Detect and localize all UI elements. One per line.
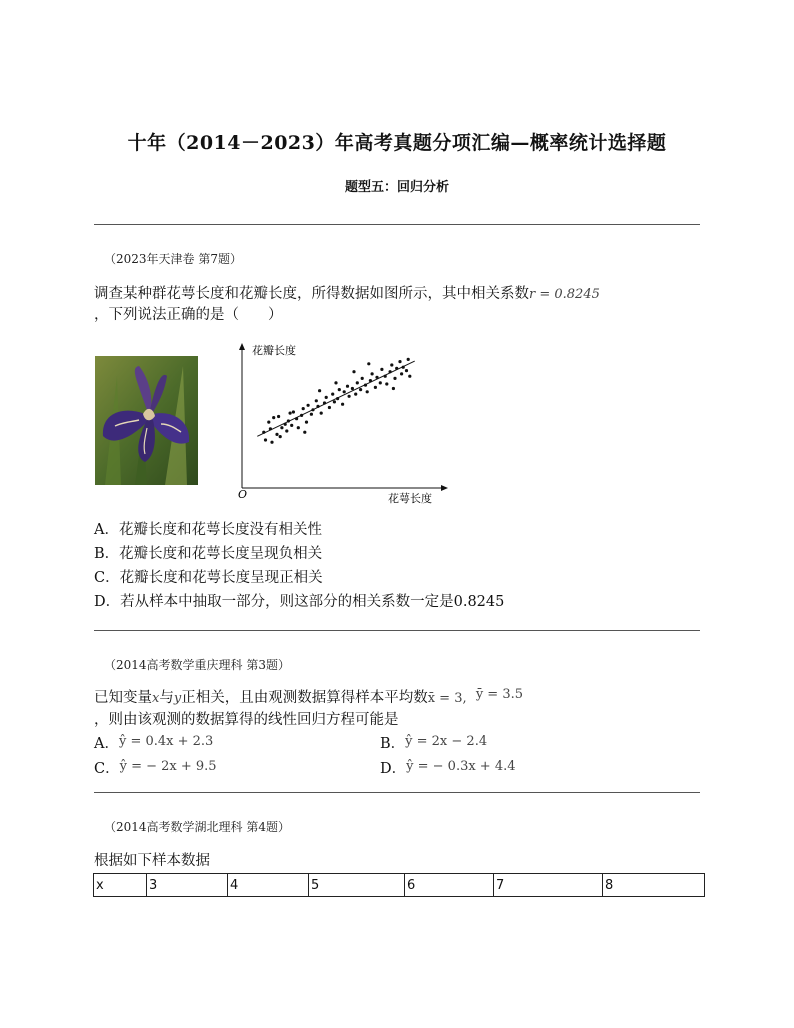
scatter-point	[279, 435, 282, 438]
scatter-point	[303, 431, 306, 434]
scatter-point	[385, 382, 388, 385]
q2-source: （2014高考数学重庆理科 第3题）	[104, 658, 290, 672]
page-title: 十年（2014－2023）年高考真题分项汇编—概率统计选择题	[127, 132, 667, 154]
q1-source: （2023年天津卷 第7题）	[104, 252, 242, 266]
scatter-point	[272, 416, 275, 419]
q2-option-b[interactable]	[380, 734, 487, 755]
scatter-point	[277, 415, 280, 418]
q2-option-d-letter: D．	[380, 761, 407, 777]
scatter-point	[371, 372, 374, 375]
table-cell: x	[94, 874, 147, 897]
divider	[94, 792, 700, 793]
divider	[94, 224, 700, 225]
table-cell: 7	[494, 874, 603, 897]
scatter-point	[389, 370, 392, 373]
q1-stem-text: 调查某种群花萼长度和花瓣长度，所得数据如图所示，其中相关系数	[94, 286, 529, 302]
scatter-point	[393, 377, 396, 380]
scatter-point	[311, 408, 314, 411]
q2-stem-c: 正相关，且由观测数据算得样本平均数	[181, 690, 428, 706]
table-cell: 4	[228, 874, 309, 897]
q1-correlation-value: r = 0.8245	[529, 287, 600, 302]
scatter-point	[384, 375, 387, 378]
q2-option-b-letter: B．	[380, 736, 406, 752]
scatter-point	[351, 387, 354, 390]
scatter-point	[287, 419, 290, 422]
scatter-point	[398, 360, 401, 363]
q2-option-a-letter: A．	[94, 736, 119, 752]
scatter-point	[270, 441, 273, 444]
scatter-point	[374, 386, 377, 389]
scatter-point	[369, 379, 372, 382]
q2-option-d-equation: ŷ = − 0.3x + 4.4	[406, 759, 516, 774]
q1-option-c[interactable]: C．花瓣长度和花萼长度呈现正相关	[94, 570, 323, 586]
scatter-point	[348, 395, 351, 398]
scatter-point	[400, 372, 403, 375]
q1-option-a[interactable]: A．花瓣长度和花萼长度没有相关性	[94, 522, 322, 538]
scatter-chart	[228, 340, 458, 510]
q2-stem-b: 与	[159, 690, 174, 706]
scatter-point	[292, 410, 295, 413]
scatter-point	[300, 414, 303, 417]
q2-option-c[interactable]	[94, 759, 217, 780]
scatter-point	[336, 397, 339, 400]
scatter-point	[264, 438, 267, 441]
q1-stem-line2: ，下列说法正确的是（ ）	[94, 307, 283, 323]
scatter-point	[375, 376, 378, 379]
scatter-point	[262, 431, 265, 434]
scatter-point	[269, 427, 272, 430]
q2-option-c-letter: C．	[94, 761, 120, 777]
q1-option-b[interactable]: B．花瓣长度和花萼长度呈现负相关	[94, 546, 323, 562]
y-axis-label: 花瓣长度	[252, 344, 296, 357]
origin-label: O	[238, 488, 248, 501]
scatter-point	[364, 384, 367, 387]
scatter-point	[310, 413, 313, 416]
scatter-points	[262, 358, 411, 444]
scatter-point	[320, 412, 323, 415]
table-row	[94, 874, 705, 897]
scatter-point	[359, 388, 362, 391]
q2-stem	[94, 688, 523, 709]
scatter-point	[316, 405, 319, 408]
scatter-point	[354, 393, 357, 396]
scatter-point	[361, 377, 364, 380]
scatter-point	[356, 381, 359, 384]
scatter-point	[267, 421, 270, 424]
scatter-point	[290, 424, 293, 427]
sample-data-table	[93, 873, 705, 897]
scatter-point	[405, 369, 408, 372]
scatter-point	[343, 390, 346, 393]
scatter-point	[297, 426, 300, 429]
q2-option-d[interactable]	[380, 759, 516, 780]
q2-option-a[interactable]	[94, 734, 213, 755]
q2-mean-y: ȳ = 3.5	[475, 687, 524, 702]
scatter-point	[289, 412, 292, 415]
q1-stem	[94, 284, 600, 305]
table-cell: 3	[147, 874, 228, 897]
scatter-point	[390, 363, 393, 366]
scatter-point	[307, 404, 310, 407]
scatter-point	[407, 358, 410, 361]
scatter-point	[305, 421, 308, 424]
scatter-point	[380, 368, 383, 371]
scatter-point	[284, 423, 287, 426]
scatter-point	[285, 429, 288, 432]
scatter-point	[408, 375, 411, 378]
scatter-point	[333, 400, 336, 403]
table-cell: 8	[603, 874, 705, 897]
q2-stem-line2: ，则由该观测的数据算得的线性回归方程可能是	[94, 712, 399, 728]
scatter-point	[328, 406, 331, 409]
scatter-point	[395, 367, 398, 370]
iris-flower-photo	[95, 356, 198, 485]
q1-option-d[interactable]: D．若从样本中抽取一部分，则这部分的相关系数一定是0.8245	[94, 594, 505, 610]
scatter-point	[341, 403, 344, 406]
q3-stem: 根据如下样本数据	[94, 853, 210, 869]
scatter-point	[334, 381, 337, 384]
table-cell: 6	[405, 874, 494, 897]
q2-option-b-equation: ŷ = 2x − 2.4	[405, 734, 488, 749]
q2-stem-a: 已知变量	[94, 690, 152, 706]
scatter-point	[275, 433, 278, 436]
q2-var-x: x	[152, 691, 160, 706]
table-cell: 5	[309, 874, 405, 897]
scatter-point	[331, 393, 334, 396]
scatter-point	[302, 407, 305, 410]
q2-var-y: y	[173, 691, 182, 706]
x-axis-arrow	[441, 485, 448, 491]
scatter-point	[392, 387, 395, 390]
x-axis-label: 花萼长度	[388, 492, 432, 505]
q2-option-a-equation: ŷ = 0.4x + 2.3	[118, 734, 214, 749]
scatter-point	[402, 366, 405, 369]
scatter-point	[352, 370, 355, 373]
scatter-point	[367, 362, 370, 365]
scatter-point	[325, 396, 328, 399]
section-subtitle: 题型五：回归分析	[344, 180, 449, 195]
scatter-point	[379, 381, 382, 384]
y-axis-arrow	[239, 343, 245, 350]
scatter-point	[323, 401, 326, 404]
scatter-point	[346, 385, 349, 388]
scatter-point	[315, 399, 318, 402]
divider	[94, 630, 700, 631]
chart-axes	[239, 343, 448, 491]
q2-option-c-equation: ŷ = − 2x + 9.5	[119, 759, 217, 774]
q2-mean-x: x̄ = 3,	[427, 691, 467, 706]
scatter-point	[338, 388, 341, 391]
q3-source: （2014高考数学湖北理科 第4题）	[104, 820, 290, 834]
scatter-point	[295, 417, 298, 420]
scatter-point	[366, 390, 369, 393]
scatter-point	[280, 426, 283, 429]
scatter-point	[318, 389, 321, 392]
